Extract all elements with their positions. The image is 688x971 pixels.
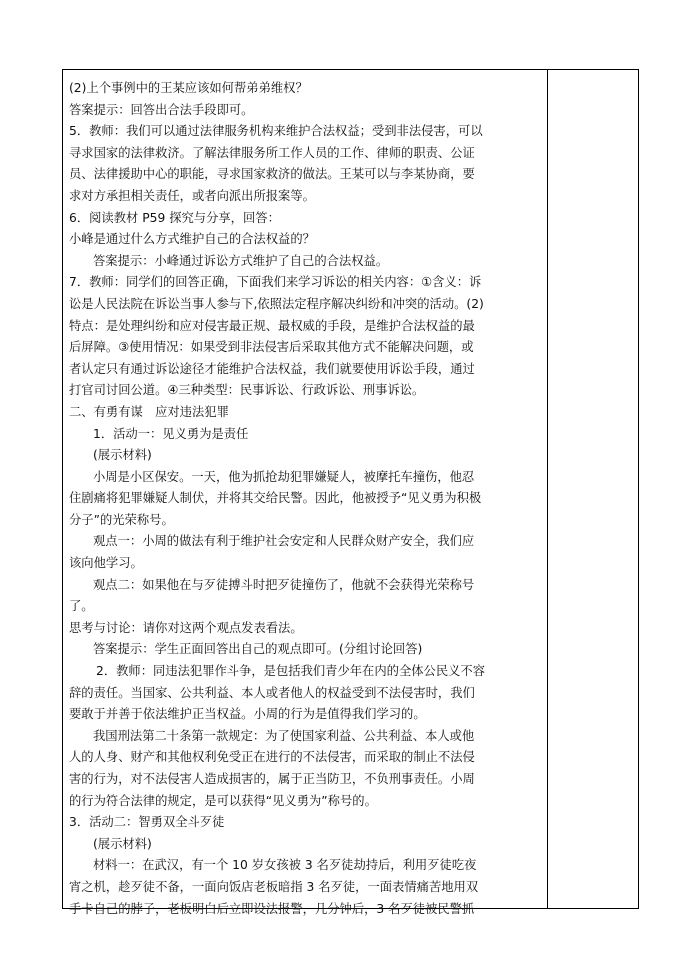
text-line: 者认定只有通过诉讼途径才能维护合法权益，我们就要使用诉讼手段，通过 xyxy=(69,361,475,376)
text-line: (2)上个事例中的王某应该如何帮弟弟维权？ xyxy=(69,81,308,95)
text-line: 小峰是通过什么方式维护自己的合法权益的？ xyxy=(69,232,315,247)
text-line: 1．活动一：见义勇为是责任 xyxy=(93,426,249,441)
text-line: 手卡自己的脖子，老板明白后立即设法报警，几分钟后，3 名歹徒被民警抓 xyxy=(69,901,475,916)
text-line: 二、有勇有谋 应对违法犯罪 xyxy=(69,404,229,419)
text-line: 7．教师：同学们的回答正确，下面我们来学习诉讼的相关内容：①含义：诉 xyxy=(69,275,482,290)
text-line: 辞的责任。当国家、公共利益、本人或者他人的权益受到不法侵害时，我们 xyxy=(69,685,475,700)
text-line: 员、法律援助中心的职能，寻求国家救济的做法。王某可以与李某协商，要 xyxy=(69,167,475,182)
text-line: 打官司讨回公道。④三种类型：民事诉讼、行政诉讼、刑事诉讼。 xyxy=(69,383,425,398)
column-divider xyxy=(547,70,548,908)
text-line: 观点一：小周的做法有利于维护社会安定和人民群众财产安全，我们应 xyxy=(93,534,475,549)
text-line: 要敢于并善于依法维护正当权益。小周的行为是值得我们学习的。 xyxy=(69,707,426,722)
text-line: 人的人身、财产和其他权利免受正在进行的不法侵害，而采取的制止不法侵 xyxy=(69,750,475,765)
text-line: 寻求国家的法律救济。了解法律服务所工作人员的工作、律师的职责、公证 xyxy=(69,145,475,160)
text-line: 3．活动二：智勇双全斗歹徒 xyxy=(69,815,225,830)
text-line: 2．教师：同违法犯罪作斗争，是包括我们青少年在内的全体公民义不容 xyxy=(96,664,486,679)
text-line: 材料一：在武汉，有一个 10 岁女孩被 3 名歹徒劫持后，利用歹徒吃夜 xyxy=(93,858,477,873)
text-line: 住剧痛将犯罪嫌疑人制伏，并将其交给民警。因此，他被授予“见义勇为积极 xyxy=(69,491,482,506)
text-line: 后屏障。③使用情况：如果受到非法侵害后采取其他方式不能解决问题，或 xyxy=(69,340,474,355)
text-line: 答案提示：学生正面回答出自己的观点即可。(分组讨论回答) xyxy=(93,642,423,657)
text-line: 小周是小区保安。一天，他为抓抢劫犯罪嫌疑人，被摩托车撞伤，他忍 xyxy=(93,469,475,484)
lesson-table xyxy=(62,69,639,916)
text-line: 6．阅读教材 P59 探究与分享，回答： xyxy=(69,210,280,225)
text-line: 宵之机，趁歹徒不备，一面向饭店老板暗指 3 名歹徒，一面表情痛苦地用双 xyxy=(69,879,479,894)
text-line: 了。 xyxy=(69,599,94,614)
text-line: 特点：是处理纠纷和应对侵害最正规、最权威的手段，是维护合法权益的最 xyxy=(69,318,475,333)
text-line: 5．教师：我们可以通过法律服务机构来维护合法权益；受到非法侵害，可以 xyxy=(69,124,483,139)
text-line: 的行为符合法律的规定，是可以获得“见义勇为”称号的。 xyxy=(69,793,377,808)
text-line: 答案提示：回答出合法手段即可。 xyxy=(69,102,254,117)
lesson-content-cell xyxy=(69,78,543,920)
text-line: 害的行为，对不法侵害人造成损害的，属于正当防卫，不负刑事责任。小周 xyxy=(69,772,475,786)
text-line: 分子”的光荣称号。 xyxy=(69,512,174,527)
text-line: 思考与讨论：请你对这两个观点发表看法。 xyxy=(69,620,303,635)
text-line: (展示材料) xyxy=(93,448,152,463)
text-line: 我国刑法第二十条第一款规定：为了使国家利益、公共利益、本人或他 xyxy=(93,728,475,743)
text-line: (展示材料) xyxy=(93,836,152,851)
text-line: 该向他学习。 xyxy=(69,556,143,571)
text-line: 答案提示：小峰通过诉讼方式维护了自己的合法权益。 xyxy=(93,253,389,268)
text-line: 观点二：如果他在与歹徒搏斗时把歹徒撞伤了，他就不会获得光荣称号 xyxy=(93,577,475,592)
text-line: 讼是人民法院在诉讼当事人参与下,依照法定程序解决纠纷和冲突的活动。(2) xyxy=(69,296,484,311)
text-line: 求对方承担相关责任，或者向派出所报案等。 xyxy=(69,188,315,203)
